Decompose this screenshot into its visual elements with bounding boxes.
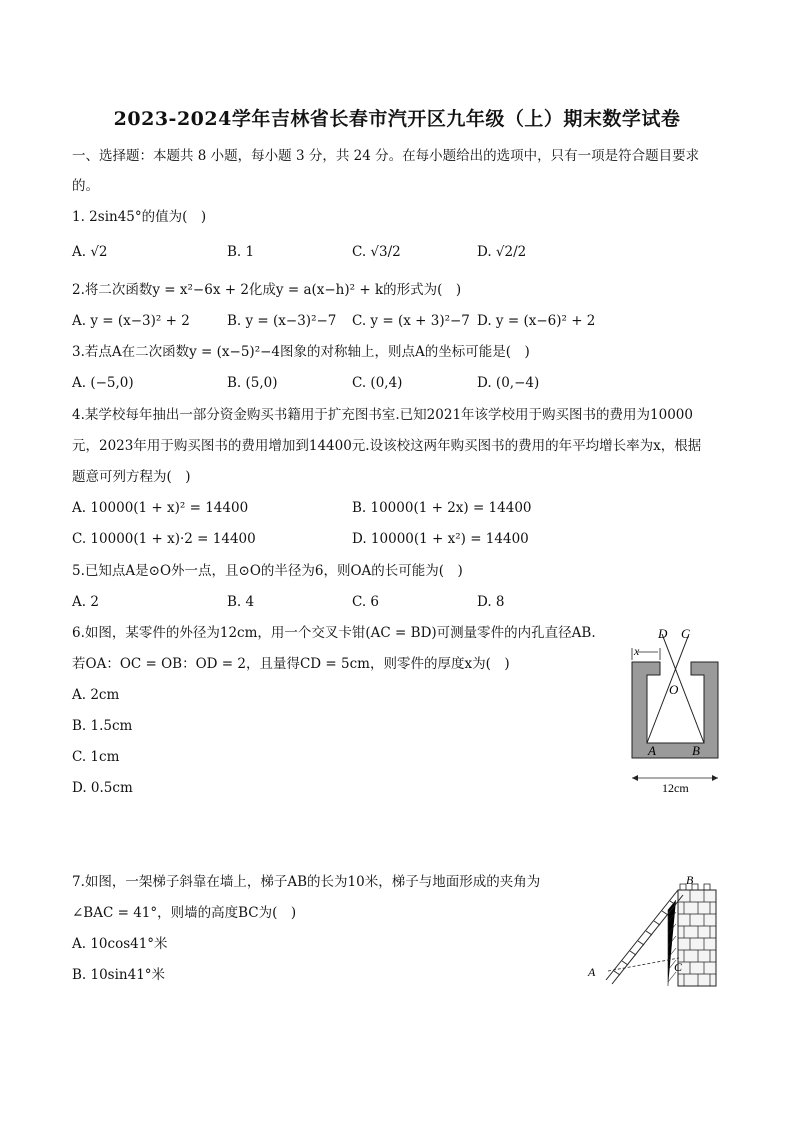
label-x: x (634, 644, 640, 658)
question-7-option-b: B. 10sin41°米 (72, 967, 166, 983)
question-2-option-d: D. y = (x−6)² + 2 (477, 313, 596, 329)
question-1-option-b: B. 1 (227, 244, 255, 260)
question-1-option-c: C. √3/2 (352, 244, 401, 260)
question-1-stem: 1. 2sin45°的值为( ) (72, 209, 207, 225)
question-5-option-d: D. 8 (477, 594, 505, 610)
question-4-option-a: A. 10000(1 + x)² = 14400 (72, 500, 249, 516)
section-instruction-cont: 的。 (72, 178, 99, 194)
question-5-option-a: A. 2 (72, 594, 99, 610)
question-7-stem: 7.如图，一架梯子斜靠在墙上，梯子AB的长为10米，梯子与地面形成的夹角为 (72, 874, 541, 890)
label-c: C (674, 960, 683, 974)
dimension-label: 12cm (662, 781, 689, 795)
question-4-option-c: C. 10000(1 + x)·2 = 14400 (72, 531, 256, 547)
dimension-arrow-right (712, 775, 718, 781)
question-2-option-b: B. y = (x−3)²−7 (227, 313, 337, 329)
question-3-option-c: C. (0,4) (352, 375, 403, 391)
question-6-option-d: D. 0.5cm (72, 780, 133, 796)
question-3-option-a: A. (−5,0) (72, 375, 134, 391)
question-7-option-a: A. 10cos41°米 (72, 936, 168, 952)
question-3-stem: 3.若点A在二次函数y = (x−5)²−4图象的对称轴上，则点A的坐标可能是( ) (72, 344, 530, 360)
question-6-option-b: B. 1.5cm (72, 718, 133, 734)
question-2-stem: 2.将二次函数y = x²−6x + 2化成y = a(x−h)² + k的形式为( ) (72, 282, 462, 298)
question-2-option-a: A. y = (x−3)² + 2 (72, 313, 190, 329)
section-instruction: 一、选择题：本题共 8 小题，每小题 3 分，共 24 分。在每小题给出的选项中，只有一项是符合题目要求 (72, 148, 700, 164)
question-2-option-c: C. y = (x + 3)²−7 (352, 313, 470, 329)
question-6-option-c: C. 1cm (72, 749, 120, 765)
label-o: O (669, 682, 679, 697)
question-5-option-b: B. 4 (227, 594, 255, 610)
ladder-rail-right (612, 895, 683, 984)
question-3-option-b: B. (5,0) (227, 375, 278, 391)
question-1-option-a: A. √2 (72, 244, 108, 260)
question-6-option-a: A. 2cm (72, 687, 120, 703)
label-b: B (692, 743, 700, 758)
label-d: D (658, 626, 668, 641)
question-6-figure (600, 622, 730, 797)
dimension-arrow-left (632, 775, 638, 781)
question-7-figure (582, 870, 724, 988)
question-4-stem-cont: 元，2023年用于购买图书的费用增加到14400元.设该校这两年购买图书的费用的年平均增长率为x，根据 (72, 438, 702, 454)
label-b: B (686, 873, 694, 887)
question-4-stem-cont2: 题意可列方程为( ) (72, 469, 191, 485)
question-4-stem: 4.某学校每年抽出一部分资金购买书籍用于扩充图书室.已知2021年该学校用于购买图书的费用为10000 (72, 407, 693, 423)
ladder-rail-left (606, 890, 678, 980)
page-title: 2023-2024学年吉林省长春市汽开区九年级（上）期末数学试卷 (113, 108, 681, 130)
question-4-option-b: B. 10000(1 + 2x) = 14400 (352, 500, 532, 516)
question-4-option-d: D. 10000(1 + x²) = 14400 (352, 531, 529, 547)
question-7-stem-cont: ∠BAC = 41°，则墙的高度BC为( ) (72, 905, 297, 921)
question-6-stem-cont: 若OA：OC = OB：OD = 2，且量得CD = 5cm，则零件的厚度x为( ) (72, 656, 510, 672)
question-5-stem: 5.已知点A是⊙O外一点，且⊙O的半径为6，则OA的长可能为( ) (72, 563, 463, 579)
question-3-option-d: D. (0,−4) (477, 375, 540, 391)
label-a: A (648, 743, 656, 758)
question-5-option-c: C. 6 (352, 594, 380, 610)
part-cross-section (632, 662, 718, 758)
question-1-option-d: D. √2/2 (477, 244, 527, 260)
question-6-stem: 6.如图，某零件的外径为12cm，用一个交叉卡钳(AC = BD)可测量零件的内孔直径AB. (72, 625, 596, 641)
label-a: A (588, 965, 596, 979)
label-c: C (681, 626, 690, 641)
